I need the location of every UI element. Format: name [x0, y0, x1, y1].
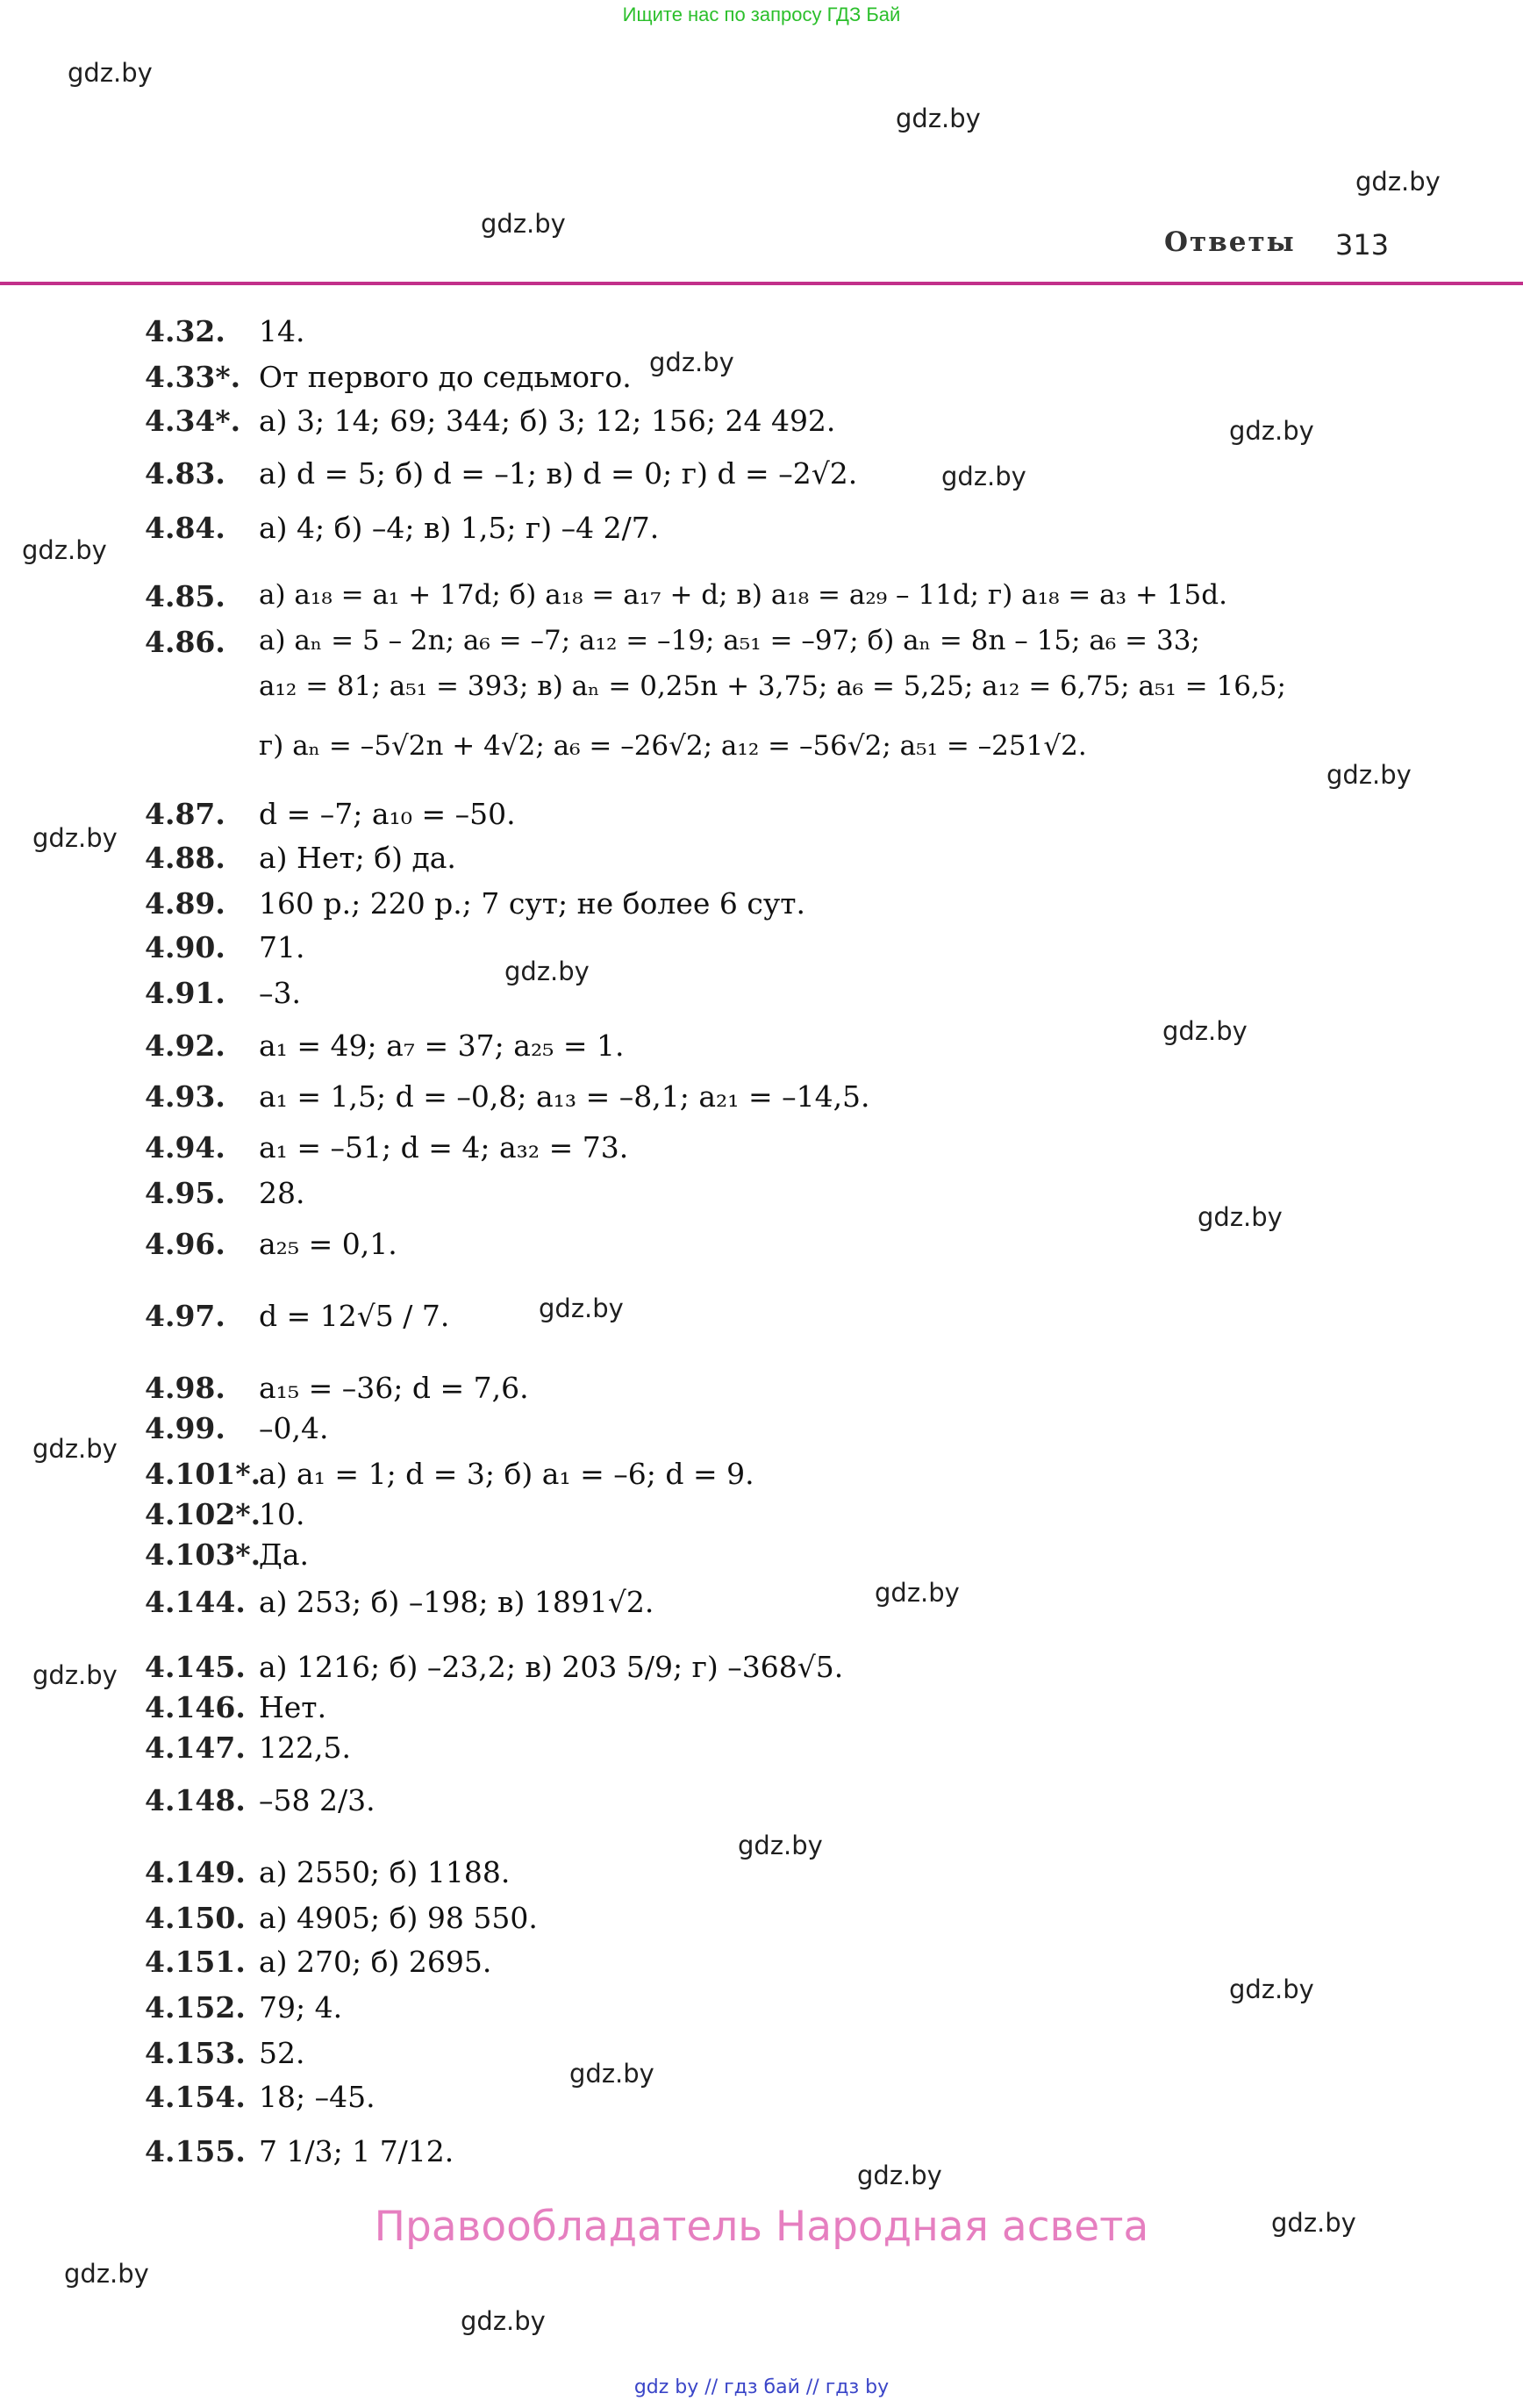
watermark: gdz.by [481, 209, 566, 239]
watermark: gdz.by [68, 58, 153, 88]
page-number: 313 [1335, 228, 1390, 262]
answer-text: 18; –45. [259, 2080, 375, 2114]
answer-number: 4.103*. [145, 1537, 261, 1572]
answer-text: Да. [259, 1537, 309, 1572]
watermark: gdz.by [539, 1294, 624, 1323]
watermark: gdz.by [32, 823, 118, 853]
watermark: gdz.by [64, 2259, 149, 2289]
answer-number: 4.84. [145, 511, 225, 545]
answer-number: 4.98. [145, 1371, 225, 1405]
answer-number: 4.88. [145, 841, 225, 875]
answer-text: а) d = 5; б) d = –1; в) d = 0; г) d = –2√2. [259, 456, 858, 491]
answer-number: 4.101*. [145, 1457, 261, 1491]
watermark: gdz.by [32, 1660, 118, 1690]
watermark: gdz.by [32, 1434, 118, 1464]
watermark: gdz.by [1326, 760, 1412, 790]
answer-text: a₂₅ = 0,1. [259, 1227, 397, 1261]
watermark: gdz.by [461, 2306, 546, 2336]
answer-text: 10. [259, 1497, 305, 1531]
answer-number: 4.150. [145, 1901, 246, 1935]
answer-number: 4.97. [145, 1299, 225, 1333]
answer-text: 160 р.; 220 р.; 7 сут; не более 6 сут. [259, 886, 806, 921]
watermark: gdz.by [569, 2059, 654, 2089]
watermark: gdz.by [1229, 1974, 1314, 2004]
watermark: gdz.by [896, 104, 981, 133]
top-banner[interactable]: Ищите нас по запросу ГДЗ Бай [622, 4, 901, 25]
answer-text: 79; 4. [259, 1990, 343, 2025]
answer-text: d = –7; a₁₀ = –50. [259, 797, 516, 831]
answer-number: 4.92. [145, 1028, 225, 1063]
answer-text: От первого до седьмого. [259, 360, 632, 394]
answer-number: 4.154. [145, 2080, 246, 2114]
answer-text: а) 2550; б) 1188. [259, 1855, 511, 1889]
answer-number: 4.102*. [145, 1497, 261, 1531]
answer-number: 4.144. [145, 1585, 246, 1619]
answer-number: 4.145. [145, 1650, 246, 1684]
answer-text: 7 1/3; 1 7/12. [259, 2134, 454, 2168]
watermark: gdz.by [738, 1831, 823, 1860]
copyright-notice: Правообладатель Народная асвета [374, 2203, 1149, 2251]
answer-number: 4.89. [145, 886, 225, 921]
answer-number: 4.148. [145, 1783, 246, 1817]
answer-number: 4.147. [145, 1731, 246, 1765]
section-title: Ответы [1164, 226, 1296, 258]
answer-text: a₁₅ = –36; d = 7,6. [259, 1371, 529, 1405]
answer-number: 4.151. [145, 1945, 246, 1979]
answer-text-continuation: г) aₙ = –5√2n + 4√2; a₆ = –26√2; a₁₂ = –56√2; a₅₁ = –251√2. [259, 730, 1087, 762]
answer-number: 4.99. [145, 1411, 225, 1445]
answer-text: а) a₁ = 1; d = 3; б) a₁ = –6; d = 9. [259, 1457, 754, 1491]
watermark: gdz.by [1198, 1202, 1283, 1232]
answer-text: Нет. [259, 1690, 327, 1724]
answer-text: a₁ = 49; a₇ = 37; a₂₅ = 1. [259, 1028, 625, 1063]
watermark: gdz.by [22, 535, 107, 565]
answer-number: 4.95. [145, 1176, 225, 1210]
footer-links[interactable]: gdz by // гдз бай // гдз by [633, 2376, 890, 2398]
watermark: gdz.by [941, 462, 1026, 491]
answer-number: 4.146. [145, 1690, 246, 1724]
answer-text: –0,4. [259, 1411, 329, 1445]
answer-text: а) 1216; б) –23,2; в) 203 5/9; г) –368√5. [259, 1650, 844, 1684]
answer-text: 71. [259, 930, 305, 964]
answer-text: а) 3; 14; 69; 344; б) 3; 12; 156; 24 492. [259, 404, 836, 438]
answer-number: 4.34*. [145, 404, 241, 438]
answer-text: a₁ = 1,5; d = –0,8; a₁₃ = –8,1; a₂₁ = –14,5. [259, 1079, 870, 1114]
answer-number: 4.94. [145, 1130, 225, 1165]
answer-text-continuation: a₁₂ = 81; a₅₁ = 393; в) aₙ = 0,25n + 3,75; a₆ = 5,25; a₁₂ = 6,75; a₅₁ = 16,5; [259, 670, 1286, 702]
watermark: gdz.by [504, 957, 590, 986]
answer-text: а) a₁₈ = a₁ + 17d; б) a₁₈ = a₁₇ + d; в) a₁₈ = a₂₉ – 11d; г) a₁₈ = a₃ + 15d. [259, 579, 1227, 611]
answer-number: 4.83. [145, 456, 225, 491]
watermark: gdz.by [1162, 1016, 1248, 1046]
answer-number: 4.33*. [145, 360, 241, 394]
answer-number: 4.96. [145, 1227, 225, 1261]
answer-number: 4.32. [145, 314, 225, 348]
answer-text: а) 4905; б) 98 550. [259, 1901, 538, 1935]
answer-text: а) 253; б) –198; в) 1891√2. [259, 1585, 654, 1619]
answer-number: 4.91. [145, 976, 225, 1010]
answer-number: 4.86. [145, 625, 225, 659]
watermark: gdz.by [649, 348, 734, 377]
watermark: gdz.by [1229, 416, 1314, 446]
answer-text: –58 2/3. [259, 1783, 375, 1817]
watermark: gdz.by [875, 1578, 960, 1608]
answer-number: 4.90. [145, 930, 225, 964]
answer-text: –3. [259, 976, 301, 1010]
answer-text: а) aₙ = 5 – 2n; a₆ = –7; a₁₂ = –19; a₅₁ = –97; б) aₙ = 8n – 15; a₆ = 33; [259, 625, 1200, 656]
watermark: gdz.by [857, 2161, 942, 2190]
answer-text: а) 270; б) 2695. [259, 1945, 492, 1979]
watermark: gdz.by [1271, 2208, 1356, 2238]
answer-number: 4.149. [145, 1855, 246, 1889]
answer-number: 4.155. [145, 2134, 246, 2168]
header-rule [0, 282, 1523, 285]
answer-text: 122,5. [259, 1731, 351, 1765]
answer-text: d = 12√5 / 7. [259, 1299, 450, 1333]
answer-number: 4.93. [145, 1079, 225, 1114]
answer-number: 4.85. [145, 579, 225, 613]
answer-number: 4.153. [145, 2036, 246, 2070]
answer-text: 14. [259, 314, 305, 348]
answer-number: 4.152. [145, 1990, 246, 2025]
watermark: gdz.by [1355, 167, 1441, 197]
answer-text: a₁ = –51; d = 4; a₃₂ = 73. [259, 1130, 629, 1165]
answer-text: а) 4; б) –4; в) 1,5; г) –4 2/7. [259, 511, 660, 545]
answer-text: 52. [259, 2036, 305, 2070]
answer-text: 28. [259, 1176, 305, 1210]
answer-text: а) Нет; б) да. [259, 841, 456, 875]
answer-number: 4.87. [145, 797, 225, 831]
